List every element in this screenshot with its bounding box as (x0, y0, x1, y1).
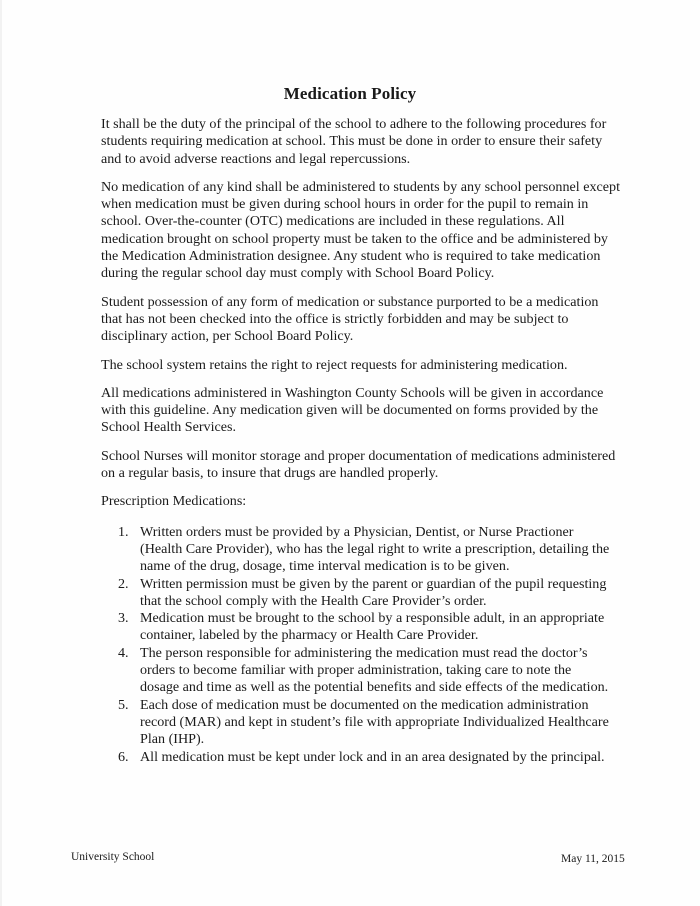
list-item (118, 749, 610, 766)
paragraph-documentation: All medications administered in Washington County Schools will be given in accordance with this guideline. Any medication given will be documented on forms provided by the School Health Services. (101, 384, 604, 436)
list-number: 2. (118, 575, 129, 592)
list-text: Each dose of medication must be documented on the medication administration record (MAR) and kept in student’s file with appropriate Individualized Healthcare Plan (IHP). (140, 696, 609, 748)
list-item (118, 697, 610, 749)
list-text: Written permission must be given by the parent or guardian of the pupil requesting that the school comply with the Health Care Provider’s order. (140, 575, 607, 609)
footer-date: May 11, 2015 (561, 853, 625, 865)
paragraph-reject-rights: The school system retains the right to reject requests for administering medication. (101, 356, 568, 373)
list-item (118, 645, 610, 697)
section-heading-prescription: Prescription Medications: (101, 493, 247, 510)
paragraph-intro: It shall be the duty of the principal of the school to adhere to the following procedures for students requiring medication at school. This must be done in order to ensure their safety and to avoid adverse reactions and legal repercussions. (101, 116, 607, 167)
list-text: Medication must be brought to the school by a responsible adult, in an appropriate container, labeled by the pharmacy or Health Care Provider. (140, 610, 605, 644)
list-item (118, 610, 610, 645)
paragraph-nurses: School Nurses will monitor storage and proper documentation of medications administered on a regular basis, to insure that drugs are handled properly. (101, 447, 616, 482)
list-text: All medication must be kept under lock and in an area designated by the principal. (140, 748, 605, 765)
list-number: 4. (118, 644, 129, 661)
list-item (118, 524, 610, 576)
list-item (118, 576, 610, 611)
document-body (101, 116, 621, 766)
paragraph-possession: Student possession of any form of medication or substance purported to be a medication that has not been checked into the office is strictly forbidden and may be subject to disciplinary action, per School Board Policy. (101, 293, 599, 345)
document-title: Medication Policy (283, 84, 417, 103)
list-number: 6. (118, 748, 129, 765)
list-text: The person responsible for administering the medication must read the doctor’s orders to become familiar with proper administration, taking care to note the dosage and time as well as the potential benefits and side effects of the medication. (140, 644, 609, 696)
footer-school-name: University School (71, 851, 155, 863)
list-number: 5. (118, 696, 129, 713)
paragraph-administration: No medication of any kind shall be administered to students by any school personnel except when medication must be given during school hours in order for the pupil to remain in school. Over-the-counter (OTC) medications are included in these regulations. All medication brought on school property must be taken to the office and be administered by the Medication Administration designee. Any student who is required to take medication during the regular school day must comply with School Board Policy. (101, 178, 620, 282)
list-number: 1. (118, 523, 129, 540)
list-number: 3. (118, 610, 129, 627)
scan-edge (0, 0, 2, 906)
prescription-list (118, 524, 610, 766)
list-text: Written orders must be provided by a Physician, Dentist, or Nurse Practioner (Health Care Provider), who has the legal right to write a prescription, detailing the name of the drug, dosage, time interval medication is to be given. (140, 523, 610, 575)
